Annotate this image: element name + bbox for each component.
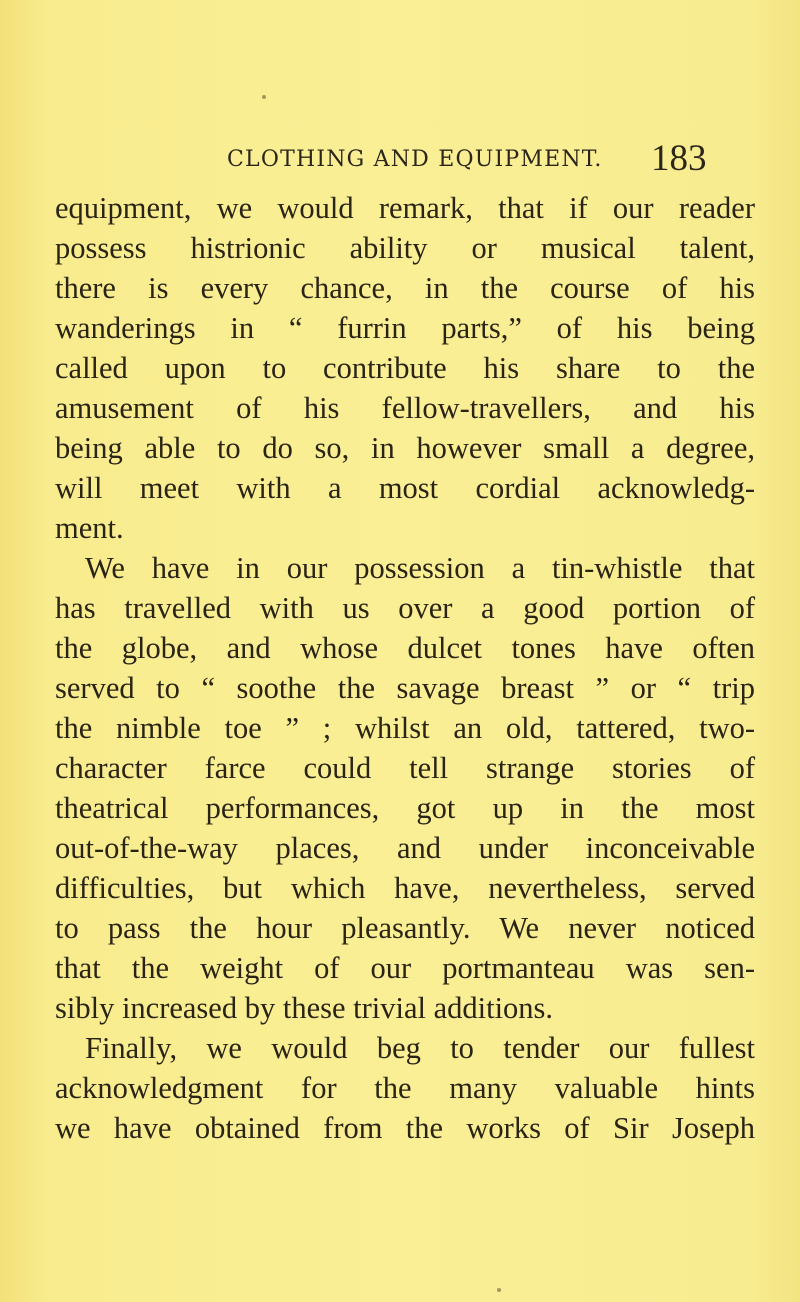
text-line: called upon to contribute his share to the (55, 351, 755, 385)
text-line: possess histrionic ability or musical talent, (55, 231, 755, 265)
page-number: 183 (651, 138, 707, 179)
paper-speck (497, 1288, 501, 1292)
text-line: there is every chance, in the course of his (55, 271, 755, 305)
text-line: the globe, and whose dulcet tones have often (55, 631, 755, 665)
text-line: ment. (55, 511, 124, 545)
running-head (55, 138, 755, 193)
running-head-title: CLOTHING AND EQUIPMENT. (227, 147, 603, 172)
text-line: amusement of his fellow-travellers, and his (55, 391, 755, 425)
text-line: wanderings in “ furrin parts,” of his being (55, 311, 755, 345)
paper-speck (262, 95, 266, 99)
text-line: Finally, we would beg to tender our fullest (85, 1031, 755, 1065)
text-line: equipment, we would remark, that if our reader (55, 191, 755, 225)
text-line: will meet with a most cordial acknowledg- (55, 471, 755, 505)
text-line: we have obtained from the works of Sir Joseph (55, 1111, 755, 1145)
text-line: the nimble toe ” ; whilst an old, tattered, two- (55, 711, 755, 745)
text-line: difficulties, but which have, nevertheless, served (55, 871, 755, 905)
text-line: served to “ soothe the savage breast ” or “ trip (55, 671, 755, 705)
text-line: out-of-the-way places, and under inconceivable (55, 831, 755, 865)
text-line: to pass the hour pleasantly. We never noticed (55, 911, 755, 945)
text-line: has travelled with us over a good portion of (55, 591, 755, 625)
text-line: We have in our possession a tin-whistle that (85, 551, 755, 585)
text-line: character farce could tell strange stories of (55, 751, 755, 785)
text-line: theatrical performances, got up in the most (55, 791, 755, 825)
text-line: sibly increased by these trivial additions. (55, 991, 554, 1025)
text-line: being able to do so, in however small a degree, (55, 431, 755, 465)
text-line: acknowledgment for the many valuable hints (55, 1071, 755, 1105)
body-text (55, 188, 755, 1148)
text-line: that the weight of our portmanteau was sen- (55, 951, 755, 985)
